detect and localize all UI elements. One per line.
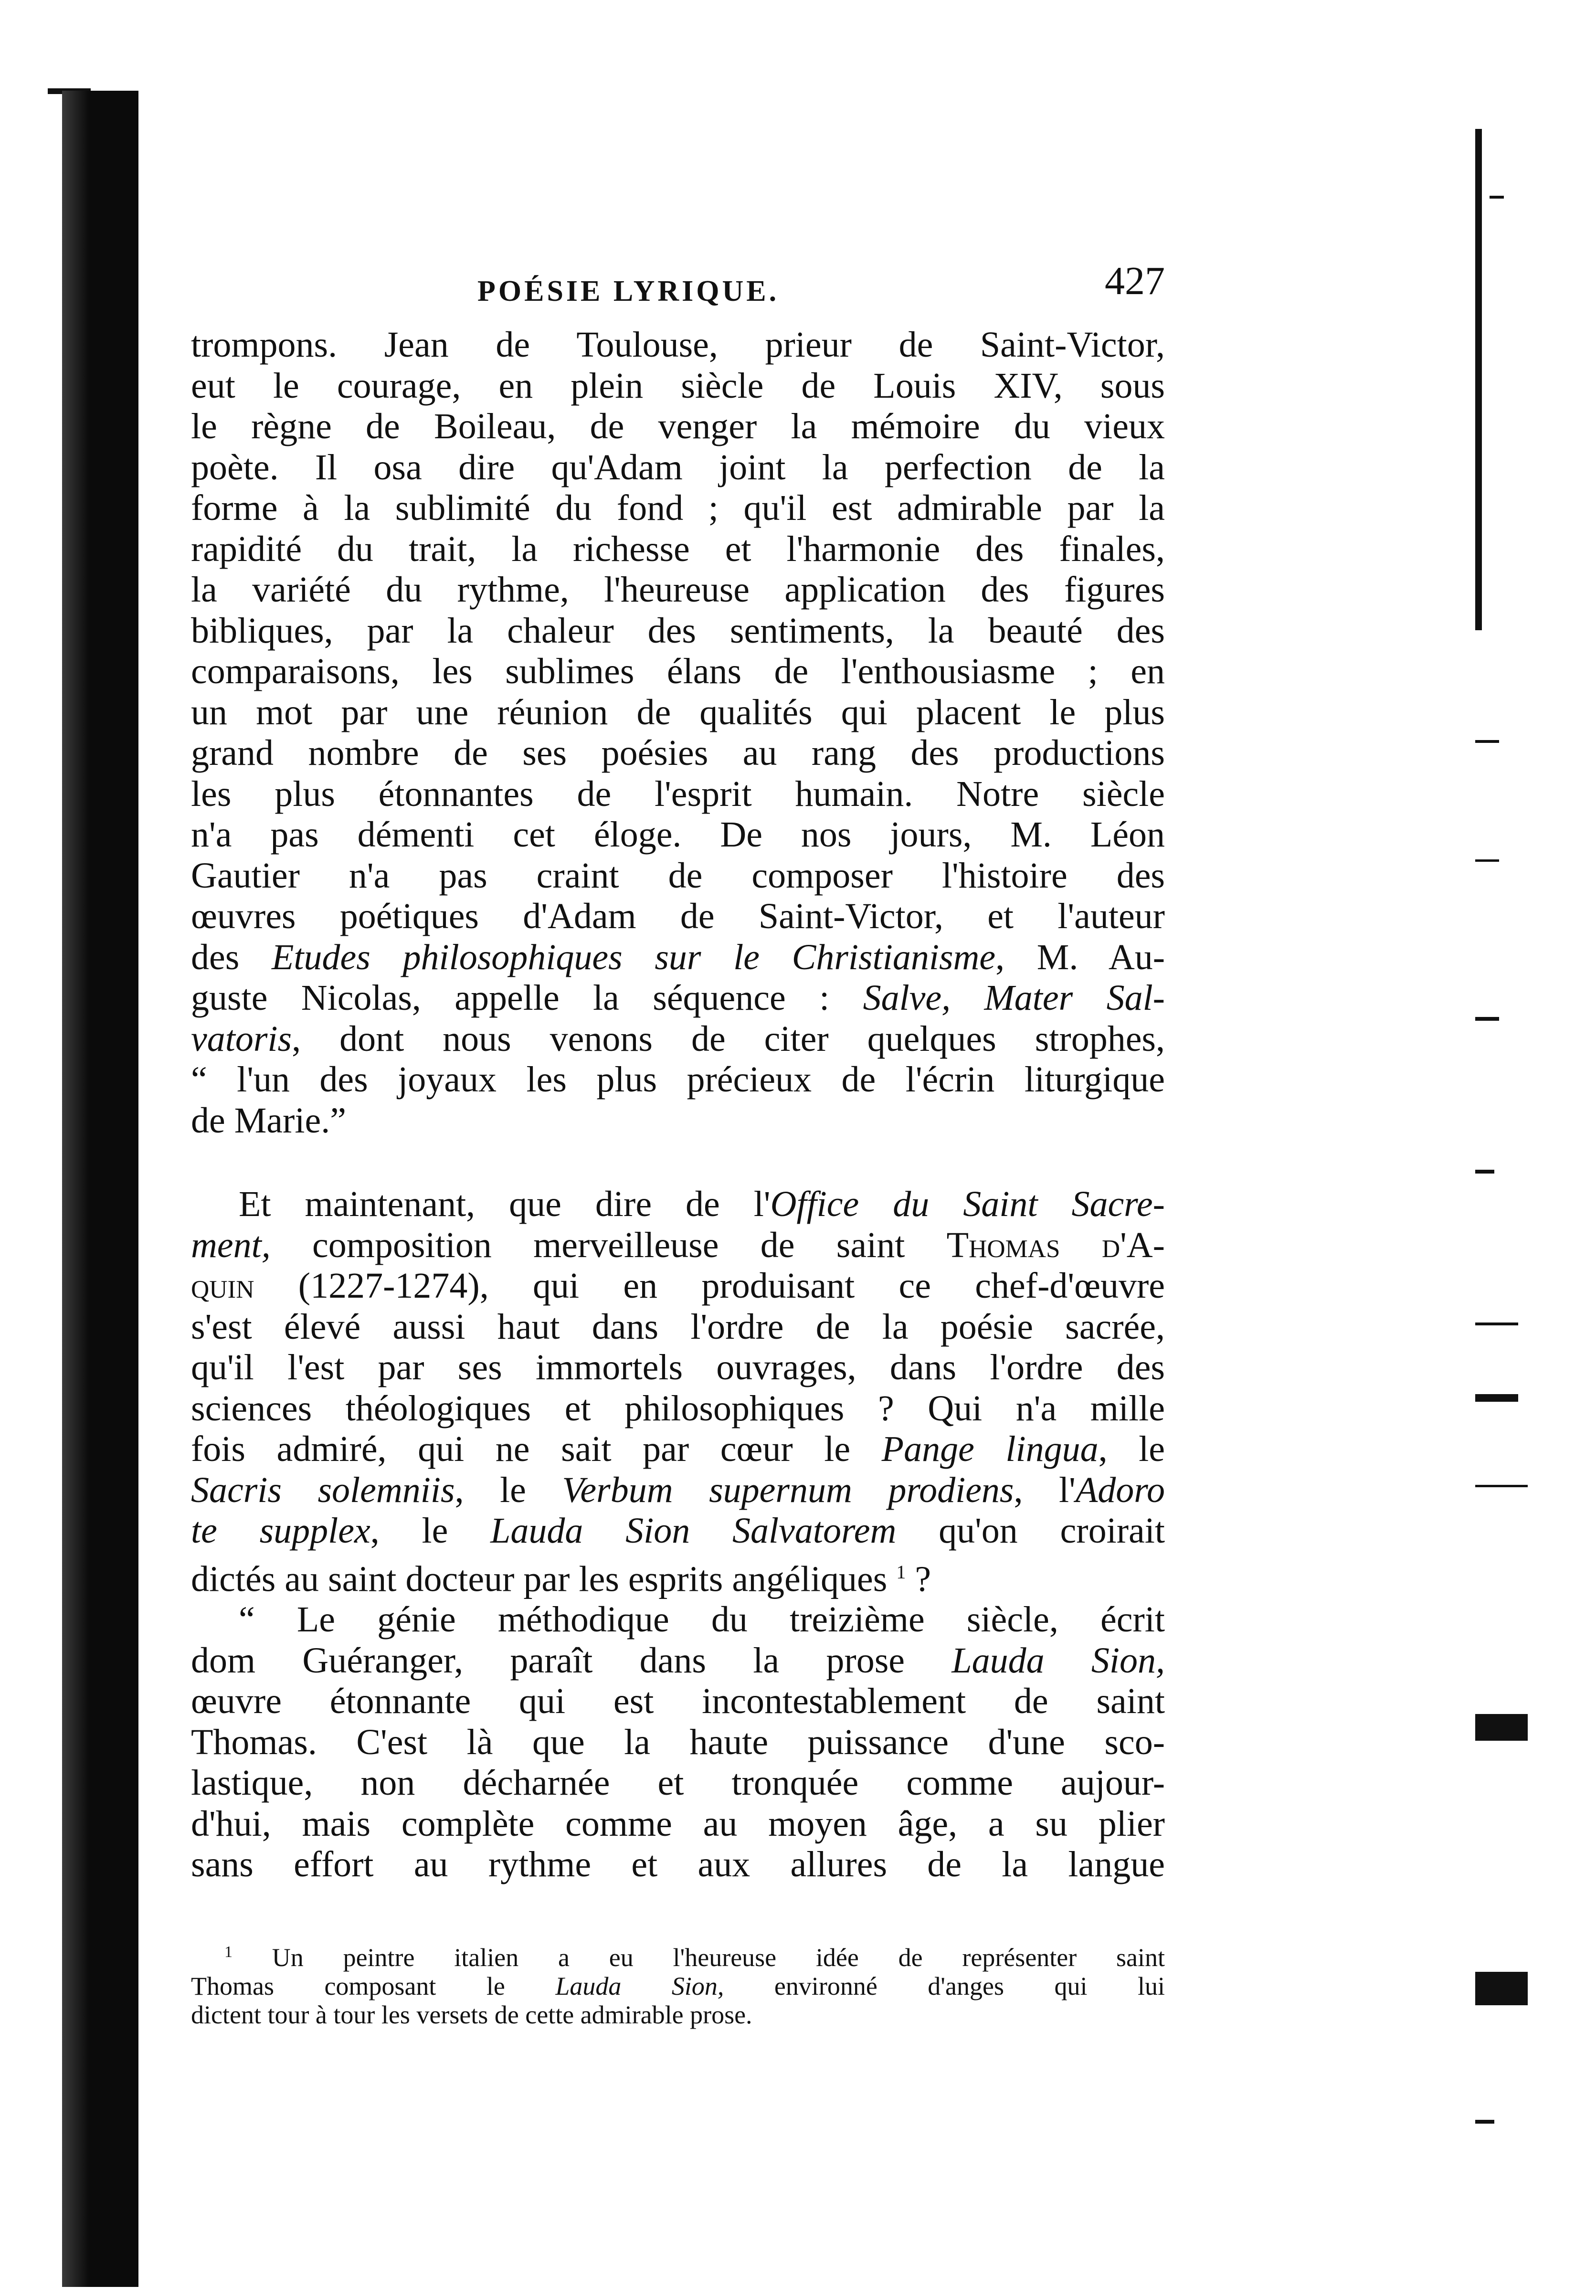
text-line: [191, 1266, 1165, 1307]
text-line: bibliques, par la chaleur des sentiments, la beauté des: [191, 610, 1165, 651]
edge-mark: [1475, 1170, 1494, 1174]
hymn-title: Adoro: [1075, 1470, 1165, 1510]
edge-mark: [1475, 1394, 1518, 1402]
text-line: poète. Il osa dire qu'Adam joint la perfection de la: [191, 447, 1165, 487]
text-line: sans effort au rythme et aux allures de la langue: [191, 1844, 1165, 1885]
footnote-line: [191, 1972, 1165, 2000]
office-title: Office du Saint Sacre-: [770, 1184, 1165, 1224]
edge-mark: [1475, 740, 1499, 743]
text-run: , dont nous venons de citer quelques strophes,: [292, 1018, 1165, 1059]
text-line: [191, 1019, 1165, 1060]
text-line: grand nombre de ses poésies au rang des productions: [191, 733, 1165, 773]
body-text: [191, 325, 1165, 1885]
text-line: [191, 937, 1165, 978]
text-line: le règne de Boileau, de venger la mémoire du vieux: [191, 406, 1165, 446]
edge-mark: [1475, 1323, 1518, 1325]
text-line: la variété du rythme, l'heureuse application des figures: [191, 570, 1165, 610]
text-line: [191, 1640, 1165, 1682]
text-run: Thomas composant le: [191, 1971, 556, 2000]
text-line: lastique, non décharnée et tronquée comme aujour-: [191, 1763, 1165, 1803]
text-run: composition merveilleuse de saint: [270, 1225, 947, 1265]
text-line: œuvre étonnante qui est incontestablement de saint: [191, 1681, 1165, 1722]
text-line: s'est élevé aussi haut dans l'ordre de la poésie sacrée,: [191, 1306, 1165, 1347]
text-run: ?: [906, 1558, 931, 1599]
text-run: qu'on croirait: [896, 1511, 1165, 1551]
text-line: comparaisons, les sublimes élans de l'enthousiasme ; en: [191, 651, 1165, 691]
text-line: de Marie.”: [191, 1100, 346, 1141]
text-run: (1227-1274), qui en produisant ce chef-d'œuvre: [254, 1266, 1165, 1306]
text-run: , le: [370, 1511, 491, 1551]
text-line: d'hui, mais complète comme au moyen âge, a su plier: [191, 1803, 1165, 1844]
book-title: Etudes philosophiques sur le Christianisme: [271, 937, 996, 977]
hymn-title: Verbum supernum prodiens: [562, 1470, 1014, 1510]
text-run: , l': [1014, 1470, 1076, 1510]
hymn-title: vatoris: [191, 1018, 292, 1059]
text-line: rapidité du trait, la richesse et l'harmonie des finales,: [191, 529, 1165, 569]
hymn-title: Lauda Sion,: [555, 1971, 724, 2000]
edge-mark: [1490, 196, 1504, 199]
text-run: guste Nicolas, appelle la séquence :: [191, 978, 863, 1018]
text-line: n'a pas démenti cet éloge. De nos jours, M. Léon: [191, 815, 1165, 855]
running-title: POÉSIE LYRIQUE.: [477, 275, 780, 307]
text-line: [191, 1429, 1165, 1470]
book-binding-shadow: [62, 91, 138, 2287]
text-line: sciences théologiques et philosophiques ? Qui n'a mille: [191, 1388, 1165, 1428]
text-run: Et maintenant, que dire de l': [239, 1184, 771, 1224]
text-line: Thomas. C'est là que la haute puissance d'une sco-: [191, 1722, 1165, 1762]
paragraph-2: [191, 1184, 1165, 1599]
text-run: environné d'anges qui lui: [724, 1971, 1165, 2000]
text-line: œuvres poétiques d'Adam de Saint-Victor, et l'auteur: [191, 896, 1165, 936]
page-edge-marks: [1461, 72, 1528, 2268]
footnote-marker: 1: [224, 1943, 233, 1961]
hymn-title: Pange lingua: [881, 1429, 1099, 1469]
text-line: les plus étonnantes de l'esprit humain. Notre siècle: [191, 773, 1165, 814]
edge-mark: [1475, 859, 1499, 862]
text-line: [191, 1470, 1165, 1511]
edge-mark: [1475, 1485, 1528, 1487]
text-line: [191, 978, 1165, 1019]
paragraph-1: [191, 325, 1165, 1141]
paragraph-gap: [191, 1141, 1165, 1184]
book-page: [191, 258, 1165, 2029]
paragraph-3: [191, 1599, 1165, 1885]
text-line: “ l'un des joyaux les plus précieux de l'écrin liturgique: [191, 1059, 1165, 1100]
text-line: [191, 1511, 1165, 1552]
edge-mark: [1475, 2120, 1494, 2124]
footnote-reference[interactable]: 1: [896, 1561, 906, 1583]
text-run: dom Guéranger, paraît dans la prose: [191, 1640, 952, 1681]
footnote: [191, 1938, 1165, 2029]
text-line: forme à la sublimité du fond ; qu'il est admirable par la: [191, 488, 1165, 528]
text-line: “ Le génie méthodique du treizième siècle, écrit: [239, 1599, 1165, 1640]
text-line: Gautier n'a pas craint de composer l'histoire des: [191, 855, 1165, 896]
text-run: Un peintre italien a eu l'heureuse idée de représenter saint: [272, 1943, 1165, 1972]
hymn-title: Lauda Sion Salvatorem: [490, 1511, 897, 1551]
text-line: [191, 1184, 1165, 1225]
text-line: un mot par une réunion de qualités qui placent le plus: [191, 692, 1165, 732]
author-name: Thomas d'A-: [946, 1225, 1165, 1265]
text-line: eut le courage, en plein siècle de Louis XIV, sous: [191, 365, 1165, 406]
text-run: dictés au saint docteur par les esprits angéliques: [191, 1558, 888, 1599]
edge-mark: [1475, 1714, 1528, 1741]
hymn-title: Sacris solemniis: [191, 1470, 455, 1510]
text-run: , M. Au-: [995, 937, 1165, 977]
text-line: trompons. Jean de Toulouse, prieur de Saint-Victor,: [191, 325, 1165, 365]
edge-mark: [1475, 129, 1482, 630]
text-run: , le: [454, 1470, 562, 1510]
page-number: 427: [1105, 259, 1165, 303]
text-run: , le: [1098, 1429, 1165, 1469]
hymn-title: te supplex: [191, 1511, 370, 1551]
author-name: quin: [191, 1266, 254, 1306]
hymn-title: Salve, Mater Sal-: [863, 978, 1165, 1018]
text-line: [191, 1552, 1165, 1600]
office-title: ment,: [191, 1225, 271, 1265]
footnote-line: [191, 1938, 1165, 1972]
text-line: [191, 1225, 1165, 1266]
edge-mark: [1475, 1017, 1499, 1021]
text-run: des: [191, 937, 272, 977]
hymn-title: Lauda Sion,: [951, 1640, 1165, 1681]
footnote-line: dictent tour à tour les versets de cette admirable prose.: [191, 2000, 752, 2029]
running-head: [191, 258, 1165, 325]
text-line: qu'il l'est par ses immortels ouvrages, dans l'ordre des: [191, 1347, 1165, 1387]
text-run: fois admiré, qui ne sait par cœur le: [191, 1429, 882, 1469]
edge-mark: [1475, 1972, 1528, 2005]
